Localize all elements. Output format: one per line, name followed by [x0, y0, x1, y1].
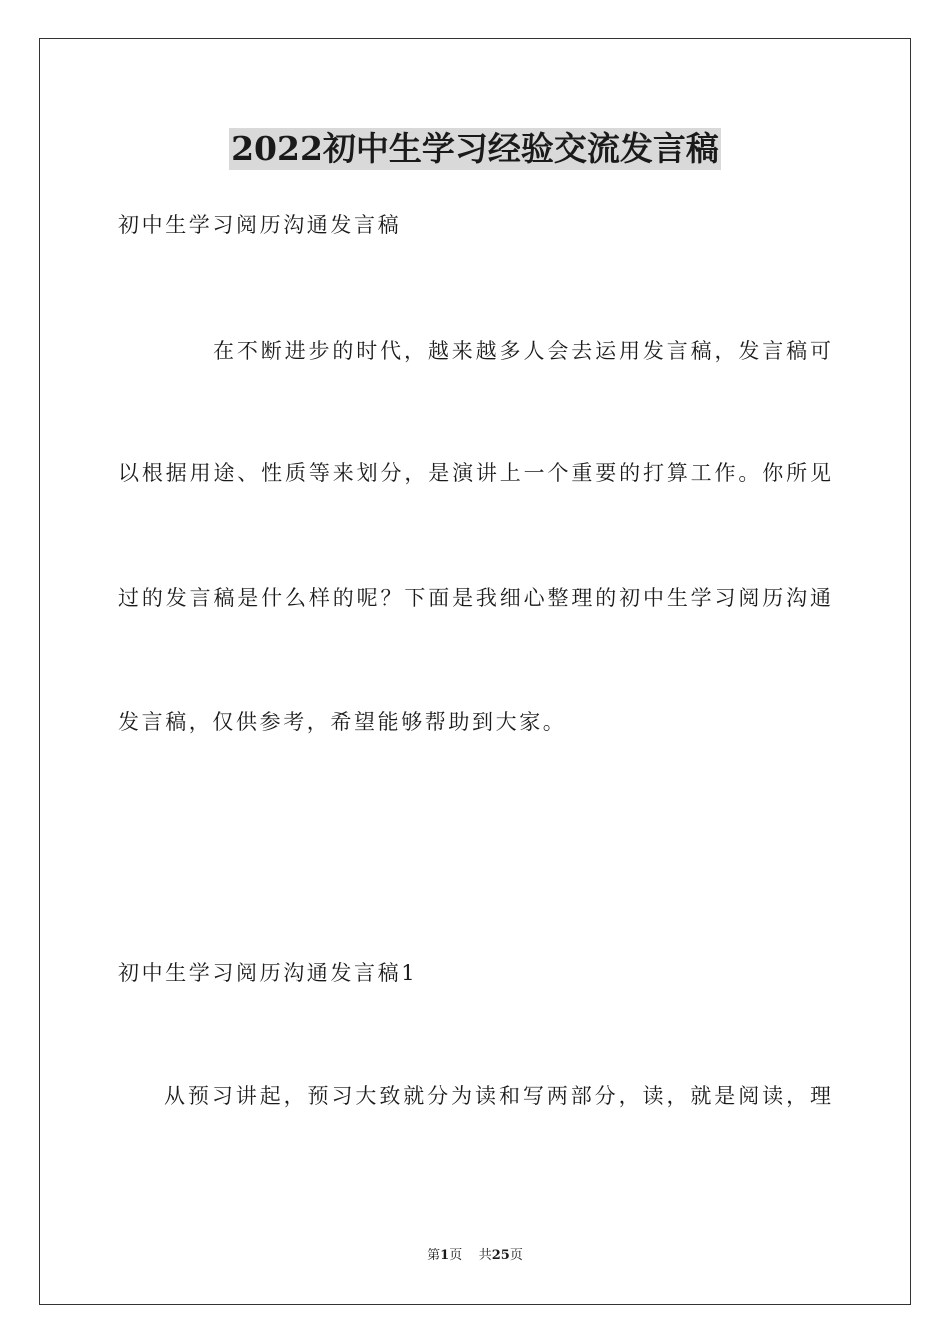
- intro-paragraph-line-3: 过的发言稿是什么样的呢？下面是我细心整理的初中生学习阅历沟通: [118, 586, 831, 610]
- intro-paragraph-line-2: 以根据用途、性质等来划分，是演讲上一个重要的打算工作。你所见: [118, 461, 831, 485]
- document-subtitle: 初中生学习阅历沟通发言稿: [118, 213, 402, 237]
- page-number: 1: [440, 1248, 450, 1263]
- page-prefix: 第: [427, 1248, 441, 1263]
- intro-paragraph-line-4: 发言稿，仅供参考，希望能够帮助到大家。: [118, 710, 567, 734]
- title-container: [0, 128, 950, 170]
- total-suffix: 页: [509, 1248, 523, 1263]
- page-footer: [0, 1247, 950, 1265]
- total-prefix: 共: [478, 1248, 492, 1263]
- document-title: 2022初中生学习经验交流发言稿: [231, 129, 719, 168]
- intro-paragraph-line-1: 在不断进步的时代，越来越多人会去运用发言稿，发言稿可: [213, 339, 831, 363]
- section-paragraph-line-1: 从预习讲起，预习大致就分为读和写两部分，读，就是阅读，理: [164, 1084, 831, 1108]
- page-suffix: 页: [449, 1248, 463, 1263]
- total-pages: 25: [491, 1248, 510, 1263]
- section-heading: 初中生学习阅历沟通发言稿1: [118, 961, 418, 985]
